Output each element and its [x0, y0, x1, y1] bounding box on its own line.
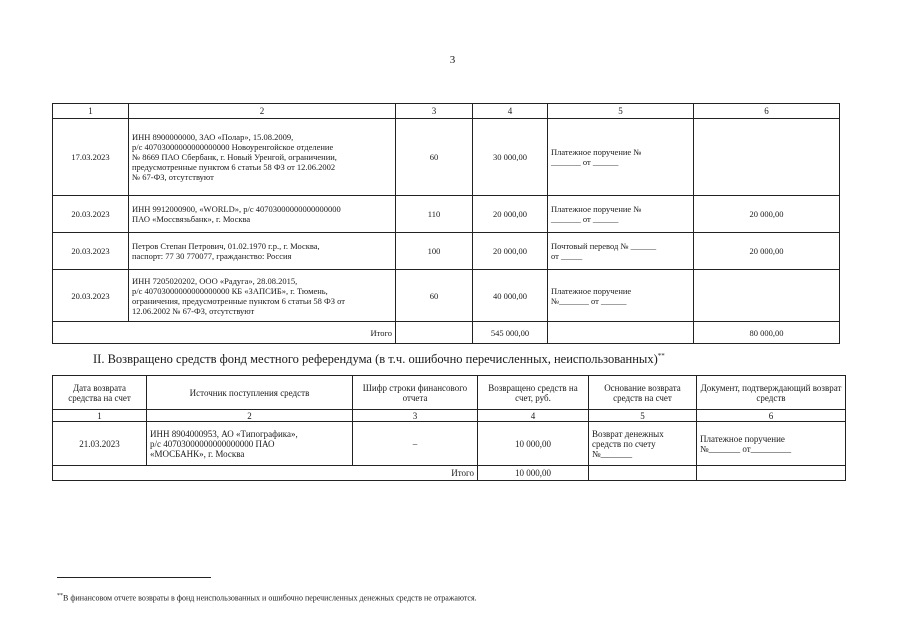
- column-number: 2: [147, 410, 353, 422]
- source-line: р/с 40703000000000000000 ПАО: [150, 438, 275, 449]
- basis-cell: [548, 196, 694, 233]
- document-line: Платежное поручение: [700, 433, 785, 444]
- column-number-row: [53, 410, 846, 422]
- document-cell: [697, 422, 846, 466]
- amount-cell: 10 000,00: [478, 422, 589, 466]
- code-cell: –: [353, 422, 478, 466]
- column-number: 1: [53, 104, 129, 119]
- table-header-row: [53, 376, 846, 410]
- basis-cell: [548, 270, 694, 322]
- document-line: №_______ от_________: [700, 443, 792, 454]
- footnote-mark: **: [657, 352, 665, 360]
- returned-cell: 20 000,00: [694, 233, 840, 270]
- source-line: паспорт: 77 30 770077, гражданство: Россия: [132, 251, 292, 261]
- basis-cell: [548, 233, 694, 270]
- contributions-table: [52, 103, 840, 344]
- column-number: 6: [697, 410, 846, 422]
- amount-cell: 20 000,00: [473, 233, 548, 270]
- source-cell: [129, 270, 396, 322]
- amount-cell: 30 000,00: [473, 119, 548, 196]
- code-cell: 100: [396, 233, 473, 270]
- basis-line: Возврат денежных: [592, 428, 664, 439]
- basis-line: средств по счету: [592, 438, 656, 449]
- returned-cell: [694, 270, 840, 322]
- header-cell: Шифр строки финансового отчета: [353, 376, 478, 410]
- source-line: «МОСБАНК», г. Москва: [150, 448, 245, 459]
- column-number: 5: [548, 104, 694, 119]
- total-label: Итого: [53, 466, 478, 481]
- basis-line: от _____: [551, 251, 583, 261]
- total-amount: 545 000,00: [473, 322, 548, 344]
- source-line: ИНН 8900000000, ЗАО «Полар», 15.08.2009,: [132, 132, 294, 142]
- source-line: ИНН 8904000953, АО «Типографика»,: [150, 428, 298, 439]
- column-number: 4: [473, 104, 548, 119]
- footnote-divider: [57, 577, 211, 578]
- total-amount: 10 000,00: [478, 466, 589, 481]
- column-number: 3: [353, 410, 478, 422]
- table-row: [53, 422, 846, 466]
- source-line: Петров Степан Петрович, 01.02.1970 г.р., г. Москва,: [132, 241, 320, 251]
- table-row: [53, 196, 840, 233]
- column-number: 6: [694, 104, 840, 119]
- source-line: ИНН 9912000900, «WORLD», р/с 40703000000000000000: [132, 204, 341, 214]
- amount-cell: 20 000,00: [473, 196, 548, 233]
- basis-line: №_______: [592, 448, 633, 459]
- column-number: 1: [53, 410, 147, 422]
- refunds-table: [52, 375, 846, 481]
- basis-line: Платежное поручение №: [551, 147, 642, 157]
- source-cell: [147, 422, 353, 466]
- total-row: [53, 466, 846, 481]
- source-line: № 67-ФЗ, отсутствуют: [132, 172, 214, 182]
- returned-cell: [694, 119, 840, 196]
- basis-line: Платежное поручение №: [551, 204, 642, 214]
- source-line: ИНН 7205020202, ООО «Радуга», 28.08.2015,: [132, 275, 298, 286]
- column-number: 4: [478, 410, 589, 422]
- total-label: Итого: [53, 322, 396, 344]
- code-cell: 60: [396, 119, 473, 196]
- header-cell: Документ, подтверждающий возврат средств: [697, 376, 846, 410]
- total-row: [53, 322, 840, 344]
- header-cell: Возвращено средств на счет, руб.: [478, 376, 589, 410]
- empty-cell: [548, 322, 694, 344]
- basis-line: Платежное поручение: [551, 285, 632, 296]
- source-line: р/с 40703000000000000000 КБ «ЗАПСИБ», г. Тюмень,: [132, 285, 328, 296]
- source-line: 12.06.2002 № 67-ФЗ, отсутствуют: [132, 305, 255, 316]
- code-cell: 60: [396, 270, 473, 322]
- header-cell: Дата возврата средства на счет: [53, 376, 147, 410]
- empty-cell: [697, 466, 846, 481]
- total-returned: 80 000,00: [694, 322, 840, 344]
- date-cell: 20.03.2023: [53, 233, 129, 270]
- section-title-text: II. Возвращено средств фонд местного референдума (в т.ч. ошибочно перечисленных, неиспользованных): [93, 352, 658, 367]
- source-cell: [129, 233, 396, 270]
- basis-line: Почтовый перевод № ______: [551, 241, 657, 251]
- section-title: [93, 352, 665, 367]
- empty-cell: [396, 322, 473, 344]
- source-line: № 8669 ПАО Сбербанк, г. Новый Уренгой, ограничении,: [132, 152, 337, 162]
- footnote: [57, 593, 477, 603]
- empty-cell: [589, 466, 697, 481]
- date-cell: 20.03.2023: [53, 270, 129, 322]
- code-cell: 110: [396, 196, 473, 233]
- source-line: р/с 40703000000000000000 Новоуренгойское отделение: [132, 142, 334, 152]
- column-number: 5: [589, 410, 697, 422]
- header-cell: Основание возврата средств на счет: [589, 376, 697, 410]
- returned-cell: 20 000,00: [694, 196, 840, 233]
- table-header-row: [53, 104, 840, 119]
- column-number: 2: [129, 104, 396, 119]
- source-cell: [129, 119, 396, 196]
- footnote-text: В финансовом отчете возвраты в фонд неиспользованных и ошибочно перечисленных денежных средств не отражаются.: [63, 593, 477, 603]
- table-row: [53, 119, 840, 196]
- table-row: [53, 270, 840, 322]
- basis-cell: [589, 422, 697, 466]
- basis-line: №_______ от ______: [551, 295, 627, 306]
- amount-cell: 40 000,00: [473, 270, 548, 322]
- basis-cell: [548, 119, 694, 196]
- column-number: 3: [396, 104, 473, 119]
- date-cell: 21.03.2023: [53, 422, 147, 466]
- table-row: [53, 233, 840, 270]
- date-cell: 17.03.2023: [53, 119, 129, 196]
- source-line: ПАО «Моссвязьбанк», г. Москва: [132, 214, 251, 224]
- page-number: 3: [449, 54, 456, 66]
- footnote-mark: **: [57, 593, 63, 599]
- basis-line: _______ от ______: [551, 214, 619, 224]
- basis-line: _______ от ______: [551, 157, 619, 167]
- source-line: ограничения, предусмотренные пунктом 6 статьи 58 ФЗ от: [132, 295, 345, 306]
- source-line: предусмотренные пунктом 6 статьи 58 ФЗ от 12.06.2002: [132, 162, 336, 172]
- source-cell: [129, 196, 396, 233]
- header-cell: Источник поступления средств: [147, 376, 353, 410]
- date-cell: 20.03.2023: [53, 196, 129, 233]
